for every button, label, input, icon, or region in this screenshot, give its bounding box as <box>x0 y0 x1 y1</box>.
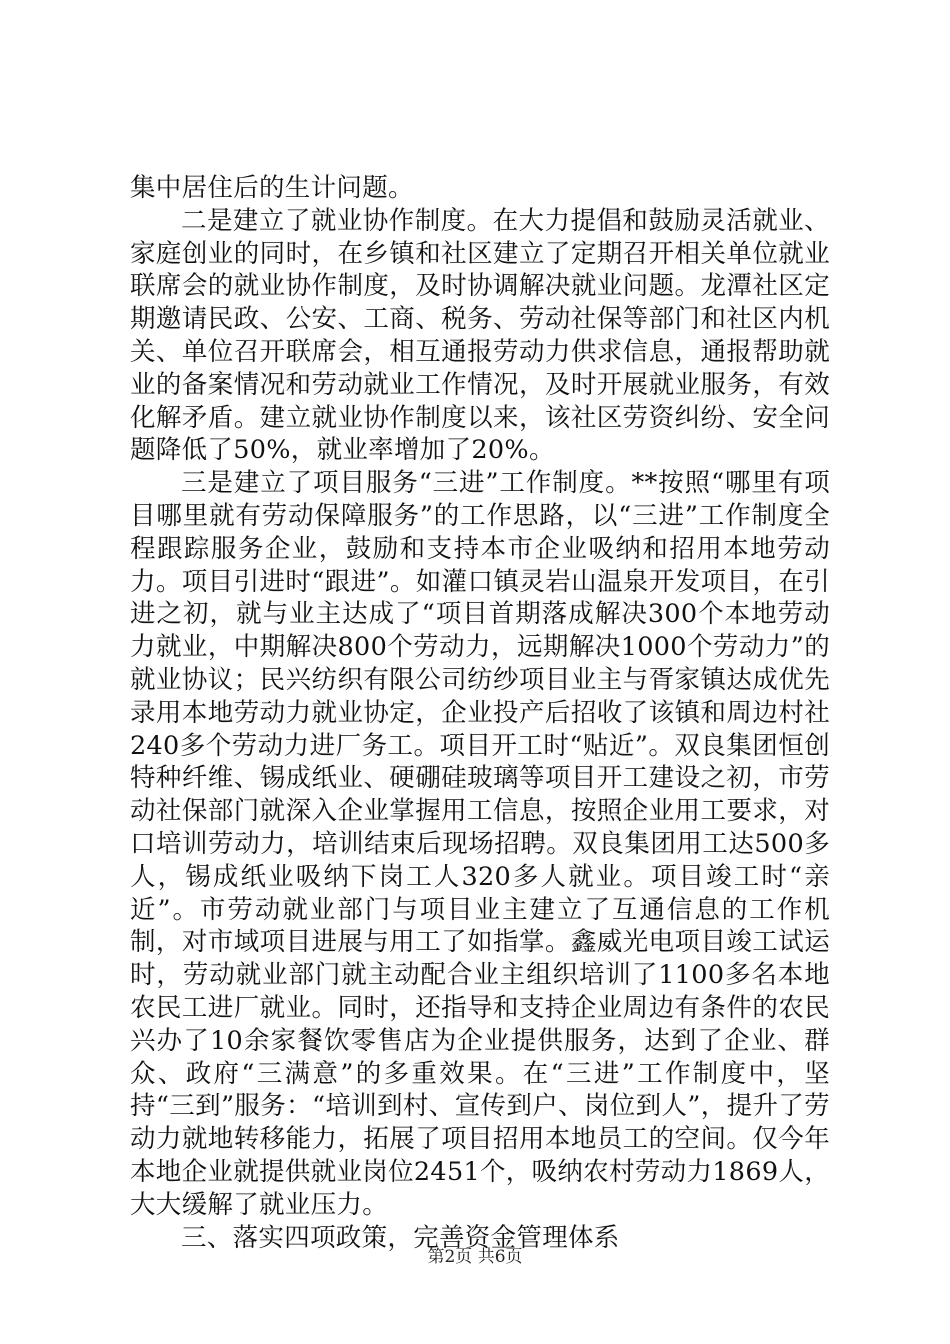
paragraph-continuation: 集中居住后的生计问题。 <box>130 173 414 203</box>
paragraph-project-service: 三是建立了项目服务“三进”工作制度。**按照“哪里有项目哪里就有劳动保障服务”的工作思路，以“三进”工作制度全程跟踪服务企业，鼓励和支持本市企业吸纳和招用本地劳动力。项目引进时“跟进”。如灌口镇灵岩山温泉开发项目，在引进之初，就与业主达成了“项目首期落成解决300个本地劳动力就业，中期解决800个劳动力，远期解决1000个劳动力”的就业协议；民兴纺织有限公司纺纱项目业主与胥家镇达成优先录用本地劳动力就业协定，企业投产后招收了该镇和周边村社240多个劳动力进厂务工。项目开工时“贴近”。双良集团恒创特种纤维、锡成纸业、硬硼硅玻璃等项目开工建设之初，市劳动社保部门就深入企业掌握用工信息，按照企业用工要求，对口培训劳动力，培训结束后现场招聘。双良集团用工达500多人，锡成纸业吸纳下岗工人320多人就业。项目竣工时“亲近”。市劳动就业部门与项目业主建立了互通信息的工作机制，对市域项目进展与用工了如指掌。鑫威光电项目竣工试运时，劳动就业部门就主动配合业主组织培训了1100多名本地农民工进厂就业。同时，还指导和支持企业周边有条件的农民兴办了10余家餐饮零售店为企业提供服务，达到了企业、群众、政府“三满意”的多重效果。在“三进”工作制度中，坚持“三到”服务：“培训到村、宣传到户、岗位到人”，提升了劳动力就地转移能力，拓展了项目招用本地员工的空间。仅今年本地企业就提供就业岗位2451个，吸纳农村劳动力1869人，大大缓解了就业压力。 <box>130 468 830 1220</box>
paragraph-employment-cooperation: 二是建立了就业协作制度。在大力提倡和鼓励灵活就业、家庭创业的同时，在乡镇和社区建立了定期召开相关单位就业联席会的就业协作制度，及时协调解决就业问题。龙潭社区定期邀请民政、公安、工商、税务、劳动社保等部门和社区内机关、单位召开联席会，相互通报劳动力供求信息，通报帮助就业的备案情况和劳动就业工作情况，及时开展就业服务，有效化解矛盾。建立就业协作制度以来，该社区劳资纠纷、安全问题降低了50%，就业率增加了20%。 <box>130 205 830 466</box>
document-body <box>130 172 830 1254</box>
page-number-footer: 第2页 共6页 <box>427 1247 523 1267</box>
section-heading-policies: 三、落实四项政策，完善资金管理体系 <box>181 1222 620 1253</box>
